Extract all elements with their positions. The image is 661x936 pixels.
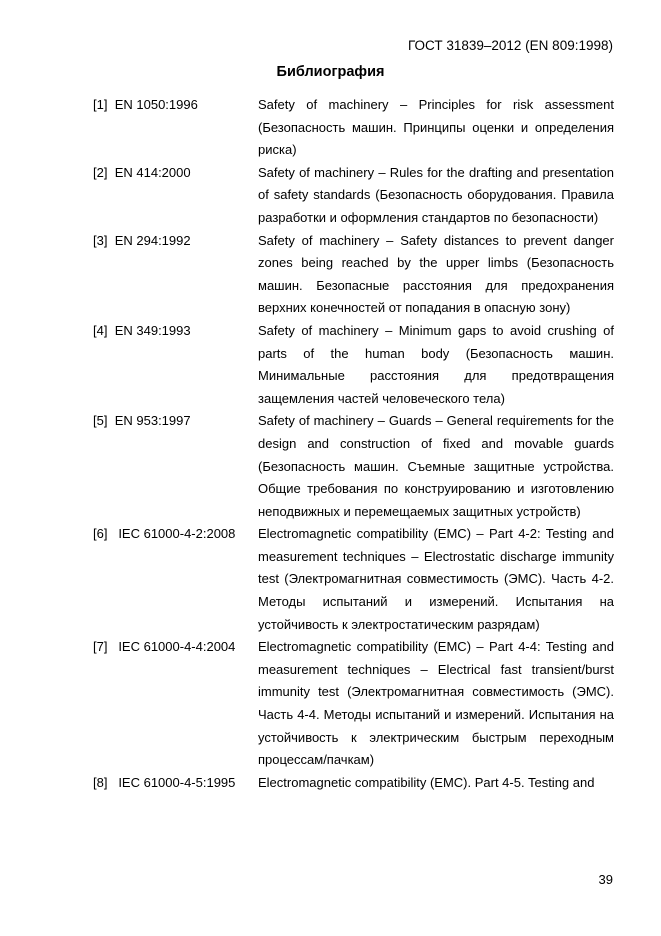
entry-description: Electromagnetic compatibility (EMC) – Part 4-4: Testing and measurement techniques – Electrical fast transient/burst immunity test (Электромагнитная совместимость (ЭМС). Часть 4-4. Методы испытаний и измерений. Испытания на устойчивость к электрическим быстрым переходным процессам/пачкам)	[258, 639, 614, 768]
page-number: 39	[598, 872, 613, 887]
bibliography-entry	[93, 410, 614, 523]
entry-number: [4]	[93, 322, 108, 338]
entry-reference	[93, 162, 258, 230]
bibliography-entry	[93, 94, 614, 162]
entry-reference	[93, 410, 258, 523]
entry-reference	[93, 772, 258, 795]
entry-description: Safety of machinery – Minimum gaps to avoid crushing of parts of the human body (Безопасность машин. Минимальные расстояния для предотвращения защемления частей человеческого тела)	[258, 322, 614, 406]
entry-description: Safety of machinery – Safety distances to prevent danger zones being reached by the upper limbs (Безопасность машин. Безопасные расстояния для предохранения верхних конечностей от попадания в опасную зону)	[258, 232, 614, 316]
entry-number: [1]	[93, 97, 108, 112]
entry-reference	[93, 94, 258, 162]
entry-reference	[93, 523, 258, 636]
entry-reference	[93, 636, 258, 772]
entry-code: EN 349:1993	[114, 322, 191, 338]
entry-number: [6]	[93, 526, 108, 542]
entry-code: EN 953:1997	[114, 413, 191, 429]
section-title: Библиография	[276, 64, 385, 80]
entry-description: Electromagnetic compatibility (EMC) – Part 4-2: Testing and measurement techniques – Electrostatic discharge immunity test (Электромагнитная совместимость (ЭМС). Часть 4-2. Методы испытаний и измерений. Испытания на устойчивость к электростатическим разрядам)	[258, 526, 614, 632]
entry-description: Electromagnetic compatibility (EMC). Part 4-5. Testing and	[258, 774, 595, 790]
entry-reference	[93, 230, 258, 320]
entry-description: Safety of machinery – Principles for risk assessment (Безопасность машин. Принципы оценки и определения риска)	[258, 97, 614, 158]
entry-number: [2]	[93, 164, 108, 180]
entry-code: IEC 61000-4-2:2008	[118, 526, 236, 542]
entry-number: [8]	[93, 774, 108, 790]
bibliography-entry	[93, 162, 614, 230]
bibliography-entry	[93, 320, 614, 410]
entry-code: EN 294:1992	[114, 232, 191, 248]
entry-number: [7]	[93, 639, 108, 655]
bibliography-entry	[93, 230, 614, 320]
document-header: ГОСТ 31839–2012 (EN 809:1998)	[408, 38, 613, 53]
entry-code: EN 1050:1996	[114, 97, 198, 112]
entry-description: Safety of machinery – Rules for the drafting and presentation of safety standards (Безопасность оборудования. Правила разработки и оформления стандартов по безопасности)	[258, 164, 614, 225]
bibliography-list	[93, 94, 614, 794]
bibliography-entry	[93, 636, 614, 772]
entry-code: IEC 61000-4-5:1995	[118, 774, 236, 790]
entry-code: IEC 61000-4-4:2004	[118, 639, 236, 655]
entry-number: [5]	[93, 413, 108, 429]
bibliography-entry	[93, 772, 614, 795]
entry-reference	[93, 320, 258, 410]
bibliography-entry	[93, 523, 614, 636]
entry-code: EN 414:2000	[114, 164, 191, 180]
entry-number: [3]	[93, 232, 108, 248]
entry-description: Safety of machinery – Guards – General requirements for the design and construction of fixed and movable guards (Безопасность машин. Съемные защитные устройства. Общие требования по конструированию и изготовлению неподвижных и перемещаемых защитных устройств)	[258, 413, 614, 519]
